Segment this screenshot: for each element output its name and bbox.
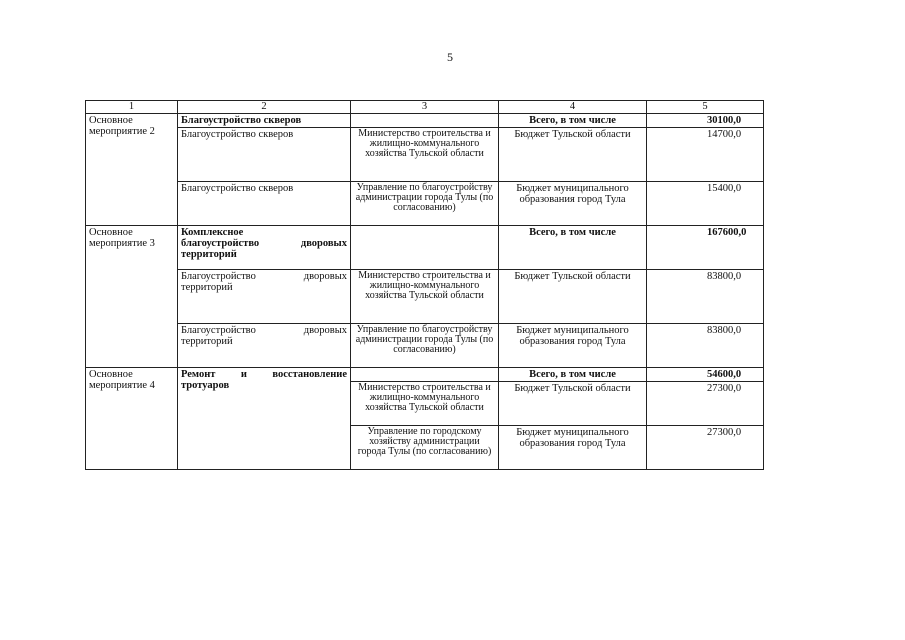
event3-row1-name-line2: территорий <box>181 282 233 293</box>
event2-row1-source: Бюджет Тульской области <box>499 128 647 182</box>
column-header-2: 2 <box>178 101 351 114</box>
column-header-5: 5 <box>647 101 764 114</box>
column-numbers-row <box>86 101 764 114</box>
table-row <box>86 182 764 226</box>
column-header-4: 4 <box>499 101 647 114</box>
budget-table <box>85 100 764 470</box>
event3-row1-amount: 83800,0 <box>647 270 764 324</box>
event3-title-line1: Комплексное <box>181 227 244 238</box>
event4-row1-executor: Министерство строительства и жилищно-коммунального хозяйства Тульской области <box>351 382 499 426</box>
event4-label: Основное мероприятие 4 <box>86 368 178 470</box>
event3-row2-executor: Управление по благоустройству администрации города Тулы (по согласованию) <box>351 324 499 368</box>
event2-row2-amount: 15400,0 <box>647 182 764 226</box>
event3-row2-name-line1: Благоустройство дворовых <box>181 325 347 336</box>
event4-row2-amount: 27300,0 <box>647 426 764 470</box>
event3-executor-empty <box>351 226 499 270</box>
table-row <box>86 324 764 368</box>
event4-total-label: Всего, в том числе <box>499 368 647 382</box>
event3-title-line3: территорий <box>181 249 237 260</box>
column-header-3: 3 <box>351 101 499 114</box>
event4-title-line2: тротуаров <box>181 380 230 391</box>
event4-row1-source: Бюджет Тульской области <box>499 382 647 426</box>
event4-row1-amount: 27300,0 <box>647 382 764 426</box>
column-header-1: 1 <box>86 101 178 114</box>
page-number: 5 <box>447 50 453 64</box>
event2-row2-name: Благоустройство скверов <box>178 182 351 226</box>
event4-row2-executor: Управление по городскому хозяйству администрации города Тулы (по согласованию) <box>351 426 499 470</box>
event3-row1-name-line1: Благоустройство дворовых <box>181 271 347 282</box>
event3-row2-amount: 83800,0 <box>647 324 764 368</box>
event3-row1-name <box>178 270 351 324</box>
event2-title: Благоустройство скверов <box>178 114 351 128</box>
event3-title-line2: благоустройство дворовых <box>181 238 347 249</box>
event4-total: 54600,0 <box>647 368 764 382</box>
event3-label: Основное мероприятие 3 <box>86 226 178 368</box>
event2-row1-executor: Министерство строительства и жилищно-коммунального хозяйства Тульской области <box>351 128 499 182</box>
event3-row1-executor: Министерство строительства и жилищно-коммунального хозяйства Тульской области <box>351 270 499 324</box>
event3-total: 167600,0 <box>647 226 764 270</box>
event2-row2-executor: Управление по благоустройству администрации города Тулы (по согласованию) <box>351 182 499 226</box>
event4-row2-source: Бюджет муниципального образования город Тула <box>499 426 647 470</box>
event4-total-row <box>86 368 764 382</box>
event3-row2-name-line2: территорий <box>181 336 233 347</box>
event3-total-row <box>86 226 764 270</box>
event3-row1-source: Бюджет Тульской области <box>499 270 647 324</box>
event2-total-label: Всего, в том числе <box>499 114 647 128</box>
event2-executor-empty <box>351 114 499 128</box>
event4-executor-empty <box>351 368 499 382</box>
table-row <box>86 270 764 324</box>
event2-row1-amount: 14700,0 <box>647 128 764 182</box>
event3-row2-source: Бюджет муниципального образования город Тула <box>499 324 647 368</box>
event2-total: 30100,0 <box>647 114 764 128</box>
event3-title <box>178 226 351 270</box>
event2-row2-source: Бюджет муниципального образования город Тула <box>499 182 647 226</box>
event2-label: Основное мероприятие 2 <box>86 114 178 226</box>
table-row <box>86 128 764 182</box>
event4-title-line1: Ремонт и восстановление <box>181 369 347 380</box>
event2-row1-name: Благоустройство скверов <box>178 128 351 182</box>
event3-row2-name <box>178 324 351 368</box>
event2-total-row <box>86 114 764 128</box>
event4-title <box>178 368 351 470</box>
event3-total-label: Всего, в том числе <box>499 226 647 270</box>
